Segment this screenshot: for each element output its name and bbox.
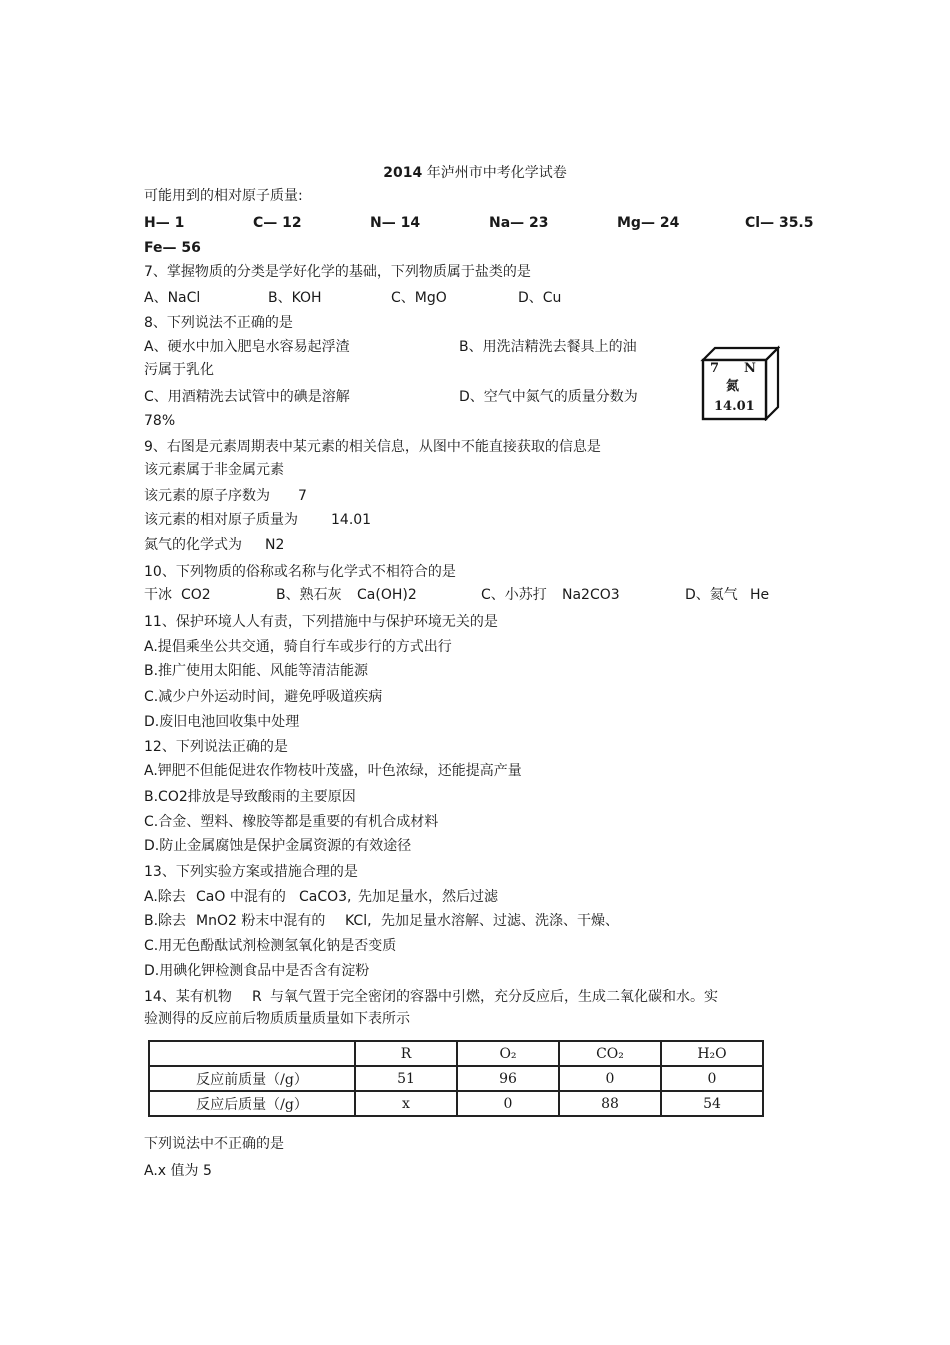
q9-stem: 9、右图是元素周期表中某元素的相关信息，从图中不能直接获取的信息是 [144, 439, 601, 455]
q9-option-value: 7 [298, 488, 307, 504]
atomic-mass-item: C— 12 [253, 215, 302, 231]
atomic-mass-item: N— 14 [370, 215, 421, 231]
q14-stem-cont: 验测得的反应前后物质质量质量如下表所示 [144, 1011, 410, 1027]
q14-stem: 与氧气置于完全密闭的容器中引燃，充分反应后，生成二氧化碳和水。实 [270, 989, 718, 1005]
q13-option-b: 先加足量水溶解、过滤、洗涤、干燥、 [381, 913, 619, 929]
q8-option-d-cont: 78% [144, 413, 176, 429]
q12-stem: 12、下列说法正确的是 [144, 739, 288, 755]
mass-table [148, 1040, 764, 1117]
q10-option-formula: Ca(OH)2 [357, 587, 417, 603]
q13-option-b: KCl, [345, 913, 372, 929]
q10-option-formula: Na2CO3 [562, 587, 620, 603]
q10-option-name: C、小苏打 [481, 587, 547, 603]
q12-option: C.合金、塑料、橡胶等都是重要的有机合成材料 [144, 814, 439, 830]
element-mass: 14.01 [714, 399, 755, 414]
q7-stem: 7、掌握物质的分类是学好化学的基础，下列物质属于盐类的是 [144, 264, 531, 280]
table-cell: 反应前质量（/g） [149, 1066, 355, 1091]
element-name: 氮 [726, 379, 740, 394]
q10-option-formula: CO2 [181, 587, 211, 603]
table-cell: 54 [661, 1091, 763, 1116]
atomic-mass-item: Fe— 56 [144, 240, 201, 256]
q14-stem: R [252, 989, 262, 1005]
q7-option-d: D、Cu [518, 290, 562, 306]
q10-option-name: B、熟石灰 [276, 587, 342, 603]
q10-option-name: 干冰 [144, 587, 172, 603]
q13-option-c: C.用无色酚酞试剂检测氢氧化钠是否变质 [144, 938, 397, 954]
atomic-mass-item: Na— 23 [489, 215, 549, 231]
table-cell: 51 [355, 1066, 457, 1091]
element-symbol: N [744, 361, 756, 376]
title-text: 年泸州市中考化学试卷 [422, 165, 567, 181]
q12-option: A.钾肥不但能促进农作物枝叶茂盛，叶色浓绿，还能提高产量 [144, 763, 522, 779]
q13-option-a: CaO 中混有的 [196, 889, 286, 905]
table-header-cell [149, 1041, 355, 1066]
q11-option: A.提倡乘坐公共交通，骑自行车或步行的方式出行 [144, 639, 452, 655]
q10-option-name: D、氦气 [685, 587, 738, 603]
element-number: 7 [710, 361, 720, 376]
q8-option-b: B、用洗洁精洗去餐具上的油 [459, 339, 637, 355]
atomic-mass-intro: 可能用到的相对原子质量: [144, 188, 303, 204]
q8-option-c: C、用酒精洗去试管中的碘是溶解 [144, 389, 350, 405]
periodic-element-cell [700, 345, 780, 421]
q14-stem: 14、某有机物 [144, 989, 232, 1005]
q13-option-a: CaCO3, [299, 889, 352, 905]
q12-option: B.CO2排放是导致酸雨的主要原因 [144, 789, 356, 805]
q14-question: 下列说法中不正确的是 [144, 1136, 284, 1152]
table-row [149, 1091, 763, 1116]
q7-option-a: A、NaCl [144, 290, 201, 306]
table-cell: x [355, 1091, 457, 1116]
q7-option-b: B、KOH [268, 290, 322, 306]
table-header-cell: CO₂ [559, 1041, 661, 1066]
q10-stem: 10、下列物质的俗称或名称与化学式不相符合的是 [144, 564, 456, 580]
q13-option-d: D.用碘化钾检测食品中是否含有淀粉 [144, 963, 370, 979]
q9-option: 该元素的相对原子质量为 [144, 512, 298, 528]
q8-option-a: A、硬水中加入肥皂水容易起浮渣 [144, 339, 350, 355]
q8-stem: 8、下列说法不正确的是 [144, 315, 293, 331]
q13-option-b: MnO2 粉末中混有的 [196, 913, 326, 929]
q7-option-c: C、MgO [391, 290, 447, 306]
table-header-cell: H₂O [661, 1041, 763, 1066]
q12-option: D.防止金属腐蚀是保护金属资源的有效途径 [144, 838, 412, 854]
q13-option-b: B.除去 [144, 913, 187, 929]
table-cell: 0 [661, 1066, 763, 1091]
table-cell: 0 [559, 1066, 661, 1091]
q9-option-value: N2 [265, 537, 285, 553]
atomic-mass-item: Cl— 35.5 [745, 215, 814, 231]
table-header-cell: R [355, 1041, 457, 1066]
q11-stem: 11、保护环境人人有责，下列措施中与保护环境无关的是 [144, 614, 498, 630]
q10-option-formula: He [750, 587, 770, 603]
table-header-row [149, 1041, 763, 1066]
q13-option-a: A.除去 [144, 889, 186, 905]
table-cell: 反应后质量（/g） [149, 1091, 355, 1116]
q11-option: D.废旧电池回收集中处理 [144, 714, 300, 730]
q9-option-value: 14.01 [331, 512, 372, 528]
q9-option: 氮气的化学式为 [144, 537, 242, 553]
title-year: 2014 [383, 165, 423, 181]
q13-option-a: 先加足量水，然后过滤 [358, 889, 498, 905]
q11-option: B.推广使用太阳能、风能等清洁能源 [144, 663, 369, 679]
q9-option: 该元素的原子序数为 [144, 488, 270, 504]
q9-option: 该元素属于非金属元素 [144, 462, 284, 478]
table-cell: 96 [457, 1066, 559, 1091]
q13-stem: 13、下列实验方案或措施合理的是 [144, 864, 358, 880]
atomic-mass-item: H— 1 [144, 215, 185, 231]
table-cell: 0 [457, 1091, 559, 1116]
table-header-cell: O₂ [457, 1041, 559, 1066]
atomic-mass-item: Mg— 24 [617, 215, 680, 231]
q14-option-a: A.x 值为 5 [144, 1163, 212, 1179]
page-title [0, 162, 950, 182]
table-cell: 88 [559, 1091, 661, 1116]
q8-option-d: D、空气中氮气的质量分数为 [459, 389, 638, 405]
table-row [149, 1066, 763, 1091]
q11-option: C.减少户外运动时间，避免呼吸道疾病 [144, 689, 383, 705]
q8-option-b-cont: 污属于乳化 [144, 362, 214, 378]
